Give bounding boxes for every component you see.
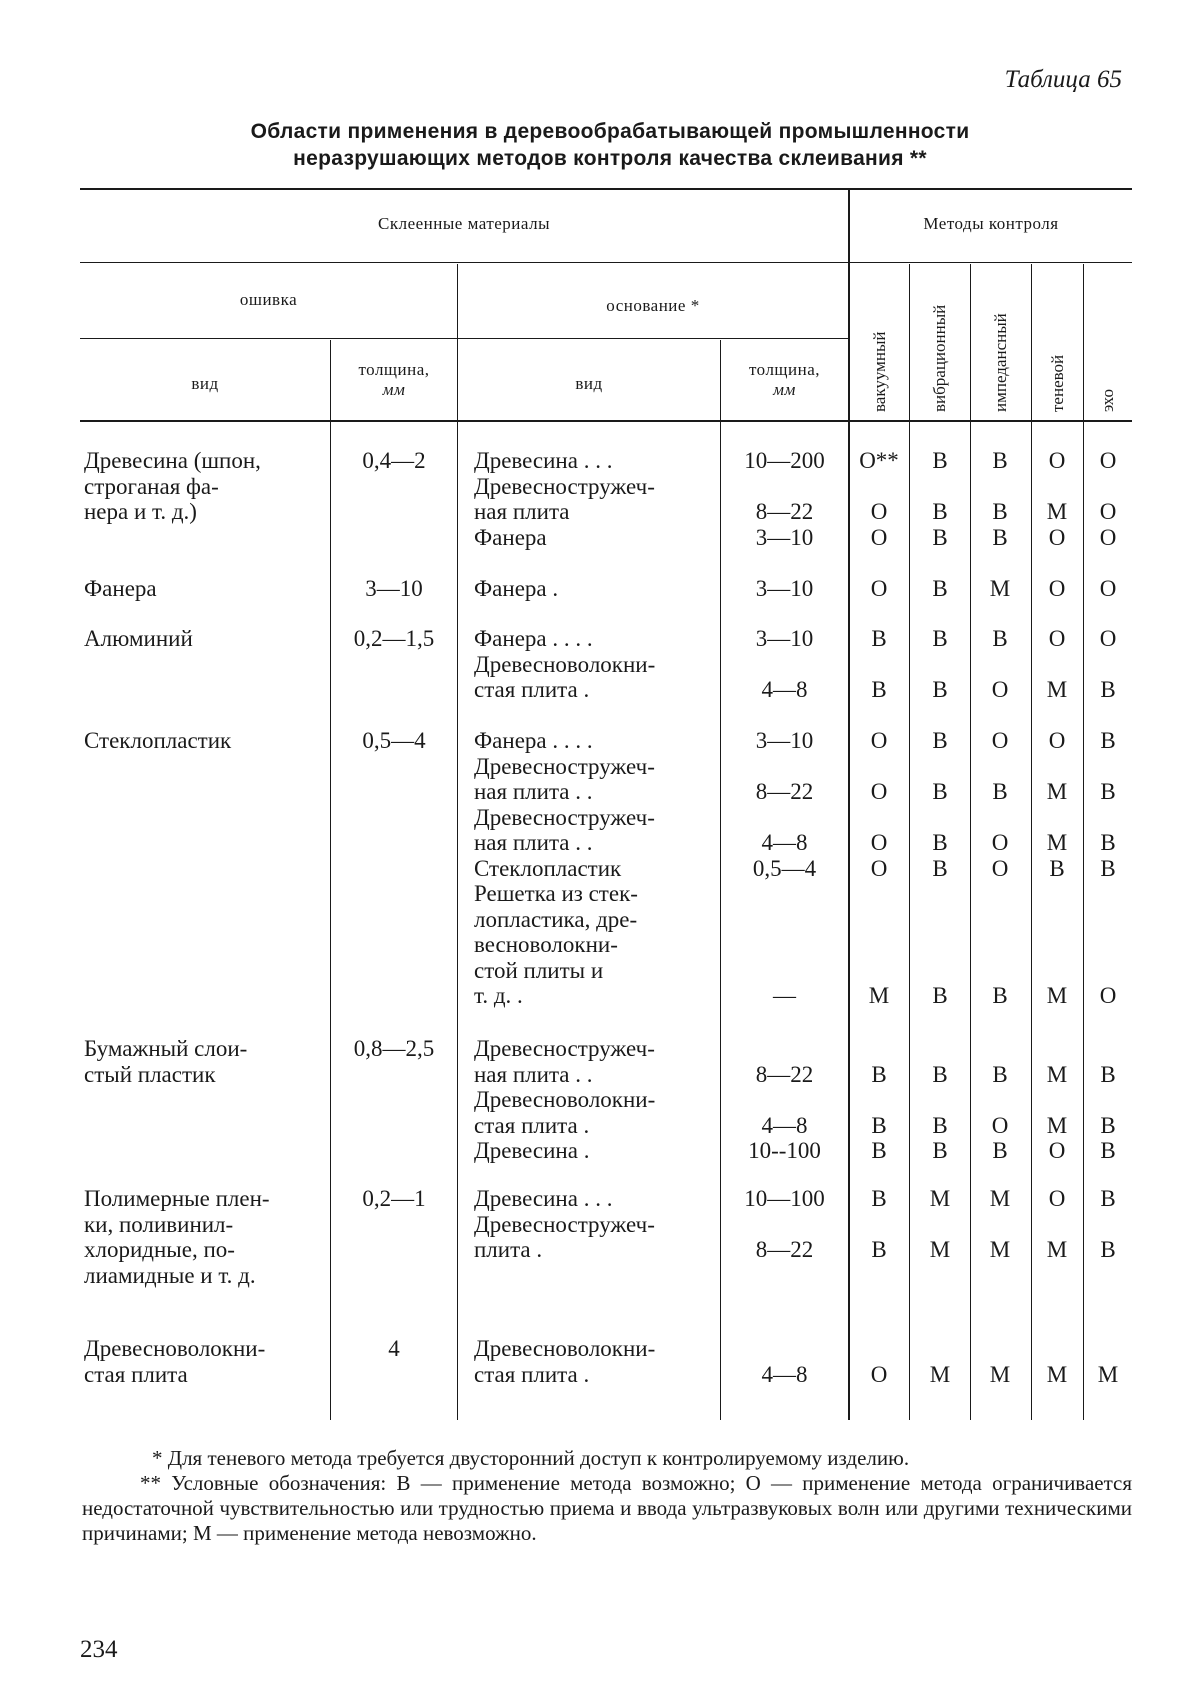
base-thickness: 0,5—4 (752, 855, 817, 881)
facing-thickness: 0,8—2,5 (353, 1036, 435, 1061)
method-value: О** (859, 448, 899, 473)
base-type-line: Древесина . . . (474, 1186, 613, 1211)
base-type-line: стая плита . (474, 1361, 590, 1387)
base-type-line: Стеклопластик (474, 855, 622, 881)
base-thickness: 8—22 (755, 1061, 814, 1087)
page-number: 234 (80, 1636, 118, 1663)
footnotes (82, 1446, 1132, 1546)
method-value: В (992, 448, 1008, 473)
method-value: В (992, 524, 1008, 550)
method-value: О (870, 728, 888, 753)
base-thickness: 4—8 (761, 1112, 808, 1138)
header-facing: ошивка (239, 290, 298, 309)
base-type-line: Древесностружеч- (474, 1211, 655, 1237)
base-type-line: лопластика, дре- (474, 906, 638, 932)
method-value: В (1100, 1186, 1116, 1211)
base-type-line: Древесина . (474, 1138, 590, 1163)
method-value: О (870, 779, 888, 804)
method-value: В (871, 626, 887, 651)
method-value: О (1099, 576, 1117, 601)
facing-type-line: строганая фа- (84, 473, 219, 499)
method-value: В (992, 626, 1008, 651)
rule-methods-divider (848, 190, 850, 1420)
method-value: М (989, 1237, 1011, 1262)
rule-top (80, 188, 1132, 190)
method-value: М (989, 1361, 1011, 1387)
title-line-1: Области применения в деревообрабатывающей промышленности (250, 120, 970, 143)
method-value: В (871, 1237, 887, 1262)
method-value: О (1048, 576, 1066, 601)
header-method-vacuum: вакуумный (870, 331, 889, 412)
base-type-line: ная плита (474, 499, 570, 524)
facing-type-line: стая плита (84, 1361, 188, 1387)
method-value: О (1048, 728, 1066, 753)
method-value: В (932, 524, 948, 550)
method-value: В (932, 1061, 948, 1087)
base-thickness: 8—22 (755, 499, 814, 524)
facing-type-line: лиамидные и т. д. (84, 1262, 256, 1288)
method-value: В (1100, 855, 1116, 881)
method-value: В (932, 576, 948, 601)
facing-thickness: 4 (388, 1336, 400, 1361)
method-value: М (1097, 1361, 1119, 1387)
method-value: В (992, 499, 1008, 524)
facing-thickness: 3—10 (365, 576, 423, 601)
facing-type-line: Древесина (шпон, (84, 448, 261, 473)
method-value: О (1048, 448, 1066, 473)
method-value: М (1046, 499, 1068, 524)
method-value: О (1099, 626, 1117, 651)
base-type-line: Фанера . . . . (474, 626, 593, 651)
footnote-2: ** Условные обозначения: В — применение метода возможно; О — применение метода ограничивается недостаточной чувствительностью или трудностью приема и ввода ультразвуковых волн или другими техническими причинами; М — применение метода невозможно. (82, 1471, 1132, 1545)
facing-type-line: ки, поливинил- (84, 1211, 234, 1237)
method-value: М (1046, 983, 1068, 1008)
base-thickness: 8—22 (755, 779, 814, 804)
header-method-impedance: импедансный (991, 313, 1010, 412)
method-value: О (991, 855, 1009, 881)
rule-facing-base (457, 264, 458, 1420)
base-thickness: 10--100 (748, 1138, 821, 1163)
method-value: В (871, 1112, 887, 1138)
method-value: О (991, 830, 1009, 855)
facing-type-line: Древесноволокни- (84, 1336, 266, 1361)
facing-type-line: нера и т. д.) (84, 499, 197, 524)
base-thickness: 4—8 (761, 677, 808, 702)
base-type-line: Древесностружеч- (474, 473, 655, 499)
base-thickness: 3—10 (755, 626, 814, 651)
base-type-line: Фанера . . . . (474, 728, 593, 753)
title-line-2: неразрушающих методов контроля качества склеивания ** (293, 147, 927, 170)
method-value: О (1099, 499, 1117, 524)
method-value: М (1046, 1361, 1068, 1387)
facing-type-line: Алюминий (84, 626, 193, 651)
facing-thickness: 0,4—2 (362, 448, 426, 473)
base-thickness: 8—22 (755, 1237, 814, 1262)
method-value: О (1048, 524, 1066, 550)
base-type-line: ная плита . . (474, 1061, 593, 1087)
method-value: М (1046, 830, 1068, 855)
facing-thickness: 0,2—1,5 (353, 626, 435, 651)
base-type-line: Древесностружеч- (474, 753, 655, 779)
method-value: В (992, 1138, 1008, 1163)
header-methods: Методы контроля (923, 214, 1059, 233)
base-type-line: ная плита . . (474, 779, 593, 804)
base-type-line: Древесина . . . (474, 448, 613, 473)
base-type-line: Фанера . (474, 576, 559, 601)
facing-type-line: Полимерные плен- (84, 1186, 270, 1211)
base-type-line: весноволокни- (474, 932, 618, 957)
method-value: В (1100, 779, 1116, 804)
method-value: О (870, 830, 888, 855)
method-value: М (1046, 1237, 1068, 1262)
facing-type-line: Фанера (84, 576, 157, 601)
base-thickness: 3—10 (755, 524, 814, 550)
method-value: В (992, 779, 1008, 804)
method-value: В (1100, 728, 1116, 753)
header-base-type: вид (575, 374, 603, 393)
rule-facing-thick (330, 340, 331, 1420)
base-thickness: 3—10 (755, 576, 814, 601)
method-value: М (929, 1361, 951, 1387)
base-type-line: плита . (474, 1237, 543, 1262)
method-value: В (1100, 677, 1116, 702)
method-value: О (870, 576, 888, 601)
method-value: О (991, 728, 1009, 753)
method-value: М (1046, 677, 1068, 702)
method-value: М (1046, 1061, 1068, 1087)
method-value: О (1048, 1138, 1066, 1163)
method-value: О (1099, 524, 1117, 550)
header-method-shadow: теневой (1048, 354, 1067, 412)
facing-type-line: стый пластик (84, 1061, 216, 1087)
base-type-line: т. д. . (474, 983, 523, 1008)
method-value: В (1049, 855, 1065, 881)
facing-type-line: Бумажный слои- (84, 1036, 248, 1061)
method-value: М (1046, 1112, 1068, 1138)
facing-type-line: Стеклопластик (84, 728, 232, 753)
rule-header-bottom (80, 420, 1132, 422)
rule-header-2 (80, 338, 850, 339)
header-base: основание * (606, 296, 700, 315)
method-value: М (929, 1186, 951, 1211)
method-value: В (932, 1138, 948, 1163)
header-facing-thickness: толщина, мм (358, 360, 430, 399)
method-value: О (1099, 448, 1117, 473)
method-value: В (932, 983, 948, 1008)
method-value: В (871, 1138, 887, 1163)
footnote-1: * Для теневого метода требуется двусторонний доступ к контролируемому изделию. (152, 1446, 910, 1470)
method-value: В (1100, 1138, 1116, 1163)
base-thickness: 10—200 (744, 448, 825, 473)
method-value: В (932, 728, 948, 753)
base-type-line: Фанера (474, 524, 547, 550)
base-type-line: ная плита . . (474, 830, 593, 855)
method-value: В (932, 677, 948, 702)
method-value: В (1100, 1237, 1116, 1262)
method-value: О (1099, 983, 1117, 1008)
base-type-line: стой плиты и (474, 957, 604, 983)
method-value: О (870, 1361, 888, 1387)
method-value: В (932, 626, 948, 651)
method-value: В (992, 1061, 1008, 1087)
method-value: О (870, 499, 888, 524)
method-value: В (871, 1186, 887, 1211)
method-value: М (1046, 779, 1068, 804)
base-thickness: 4—8 (761, 1361, 808, 1387)
base-thickness: — (773, 983, 796, 1008)
method-value: В (871, 677, 887, 702)
method-value: В (932, 1112, 948, 1138)
facing-thickness: 0,5—4 (362, 728, 426, 753)
header-method-echo: эхо (1098, 389, 1117, 412)
header-materials: Склеенные материалы (377, 214, 550, 233)
base-thickness: 3—10 (755, 728, 814, 753)
method-value: В (932, 830, 948, 855)
method-value: М (868, 983, 890, 1008)
method-value: В (932, 448, 948, 473)
method-value: М (929, 1237, 951, 1262)
facing-thickness: 0,2—1 (362, 1186, 426, 1211)
method-value: В (932, 499, 948, 524)
method-value: О (1048, 626, 1066, 651)
base-type-line: Древесноволокни- (474, 1336, 656, 1361)
method-value: В (932, 779, 948, 804)
method-value: О (991, 677, 1009, 702)
base-thickness: 10—100 (744, 1186, 825, 1211)
method-value: В (871, 1061, 887, 1087)
method-value: В (1100, 1112, 1116, 1138)
method-value: М (989, 1186, 1011, 1211)
header-base-thickness: толщина, мм (748, 360, 821, 399)
base-type-line: Древесноволокни- (474, 1087, 656, 1112)
base-type-line: Древесностружеч- (474, 1036, 655, 1061)
method-value: М (989, 576, 1011, 601)
method-value: О (1048, 1186, 1066, 1211)
header-method-vibration: вибрационный (930, 304, 949, 412)
method-value: В (992, 983, 1008, 1008)
method-value: О (991, 1112, 1009, 1138)
base-type-line: стая плита . (474, 677, 590, 702)
method-value: О (870, 524, 888, 550)
base-type-line: Древесностружеч- (474, 804, 655, 830)
base-type-line: стая плита . (474, 1112, 590, 1138)
base-type-line: Решетка из стек- (474, 881, 638, 906)
rule-header-1 (80, 262, 1132, 263)
method-value: В (932, 855, 948, 881)
method-value: В (1100, 830, 1116, 855)
table-number: Таблица 65 (1004, 66, 1122, 93)
method-value: О (870, 855, 888, 881)
facing-type-line: хлоридные, по- (84, 1237, 235, 1262)
header-facing-type: вид (191, 374, 219, 393)
base-type-line: Древесноволокни- (474, 651, 656, 677)
base-thickness: 4—8 (761, 830, 808, 855)
method-value: В (1100, 1061, 1116, 1087)
